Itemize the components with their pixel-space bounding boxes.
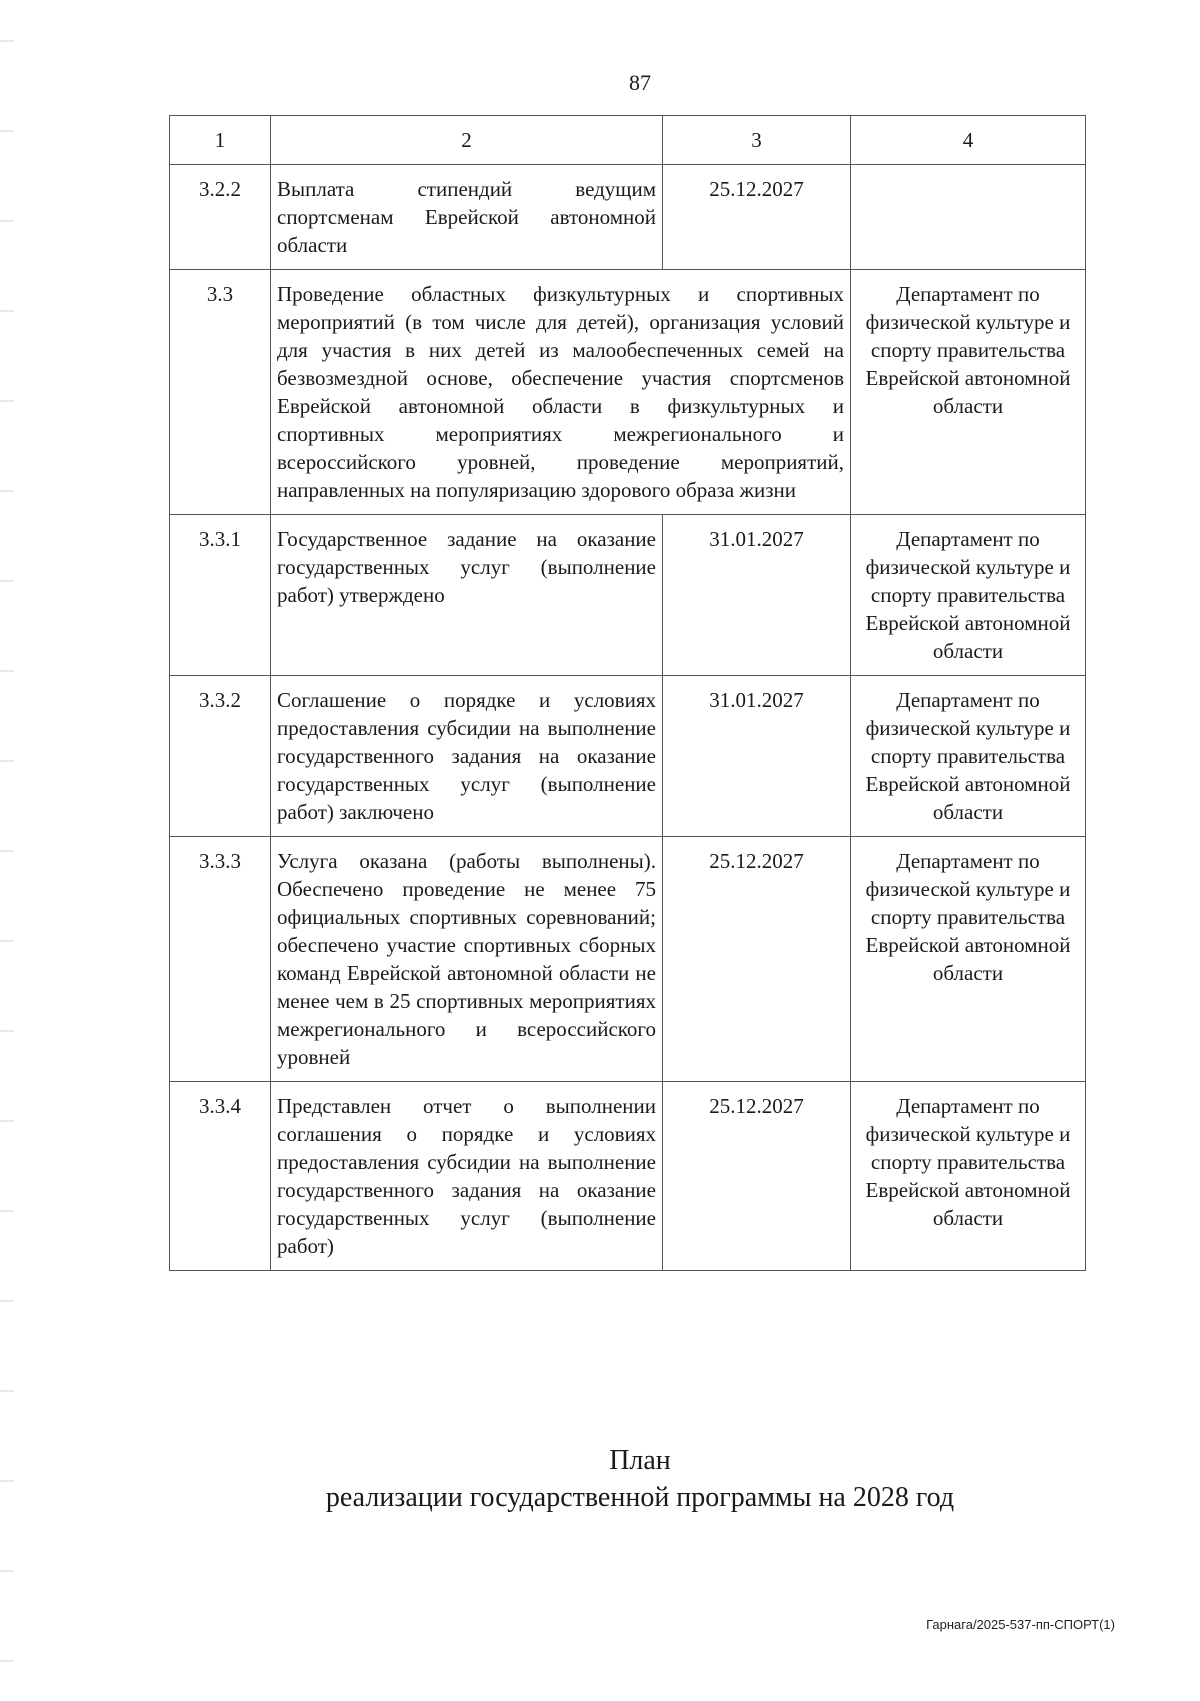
row-number: 3.3.2 <box>170 676 271 837</box>
row-number: 3.2.2 <box>170 165 271 270</box>
table-row <box>170 270 1086 515</box>
table-row <box>170 515 1086 676</box>
row-responsible: Департамент по физической культуре и спорту правительства Еврейской автономной области <box>851 837 1086 1082</box>
table-row <box>170 676 1086 837</box>
table-header-row <box>170 116 1086 165</box>
plan-subtitle: реализации государственной программы на 2028 год <box>325 1482 955 1513</box>
row-description: Соглашение о порядке и условиях предоставления субсидии на выполнение государственного задания на оказание государственных услуг (выполнение работ) заключено <box>271 676 663 837</box>
header-cell-3: 3 <box>663 116 851 165</box>
row-date: 25.12.2027 <box>663 1082 851 1271</box>
document-footer-code: Гарнага/2025-537-пп-СПОРТ(1) <box>926 1617 1115 1632</box>
page-number: 87 <box>629 70 651 95</box>
row-responsible: Департамент по физической культуре и спорту правительства Еврейской автономной области <box>851 676 1086 837</box>
row-description: Представлен отчет о выполнении соглашения о порядке и условиях предоставления субсидии на выполнение государственного задания на оказание государственных услуг (выполнение работ) <box>271 1082 663 1271</box>
table-row <box>170 837 1086 1082</box>
table-row <box>170 165 1086 270</box>
row-description: Услуга оказана (работы выполнены). Обеспечено проведение не менее 75 официальных спортивных соревнований; обеспечено участие спортивных сборных команд Еврейской автономной области не менее чем в 25 спортивных мероприятиях межрегионального и всероссийского уровней <box>271 837 663 1082</box>
row-responsible: Департамент по физической культуре и спорту правительства Еврейской автономной области <box>851 1082 1086 1271</box>
row-number: 3.3.4 <box>170 1082 271 1271</box>
row-date: 25.12.2027 <box>663 165 851 270</box>
row-responsible: Департамент по физической культуре и спорту правительства Еврейской автономной области <box>851 270 1086 515</box>
row-date: 31.01.2027 <box>663 676 851 837</box>
row-number: 3.3.1 <box>170 515 271 676</box>
plan-table <box>169 115 1086 1271</box>
table-row <box>170 1082 1086 1271</box>
plan-title: План <box>609 1445 671 1476</box>
row-responsible <box>851 165 1086 270</box>
row-description: Проведение областных физкультурных и спортивных мероприятий (в том числе для детей), организация условий для участия в них детей из малообеспеченных семей на безвозмездной основе, обеспечение участия спортсменов Еврейской автономной области в физкультурных и спортивных мероприятиях межрегионального и всероссийского уровней, проведение мероприятий, направленных на популяризацию здорового образа жизни <box>271 270 851 515</box>
row-date: 25.12.2027 <box>663 837 851 1082</box>
row-number: 3.3.3 <box>170 837 271 1082</box>
row-date: 31.01.2027 <box>663 515 851 676</box>
header-cell-4: 4 <box>851 116 1086 165</box>
header-cell-1: 1 <box>170 116 271 165</box>
header-cell-2: 2 <box>271 116 663 165</box>
row-responsible: Департамент по физической культуре и спорту правительства Еврейской автономной области <box>851 515 1086 676</box>
row-description: Выплата стипендий ведущим спортсменам Еврейской автономной области <box>271 165 663 270</box>
row-description: Государственное задание на оказание государственных услуг (выполнение работ) утверждено <box>271 515 663 676</box>
row-number: 3.3 <box>170 270 271 515</box>
